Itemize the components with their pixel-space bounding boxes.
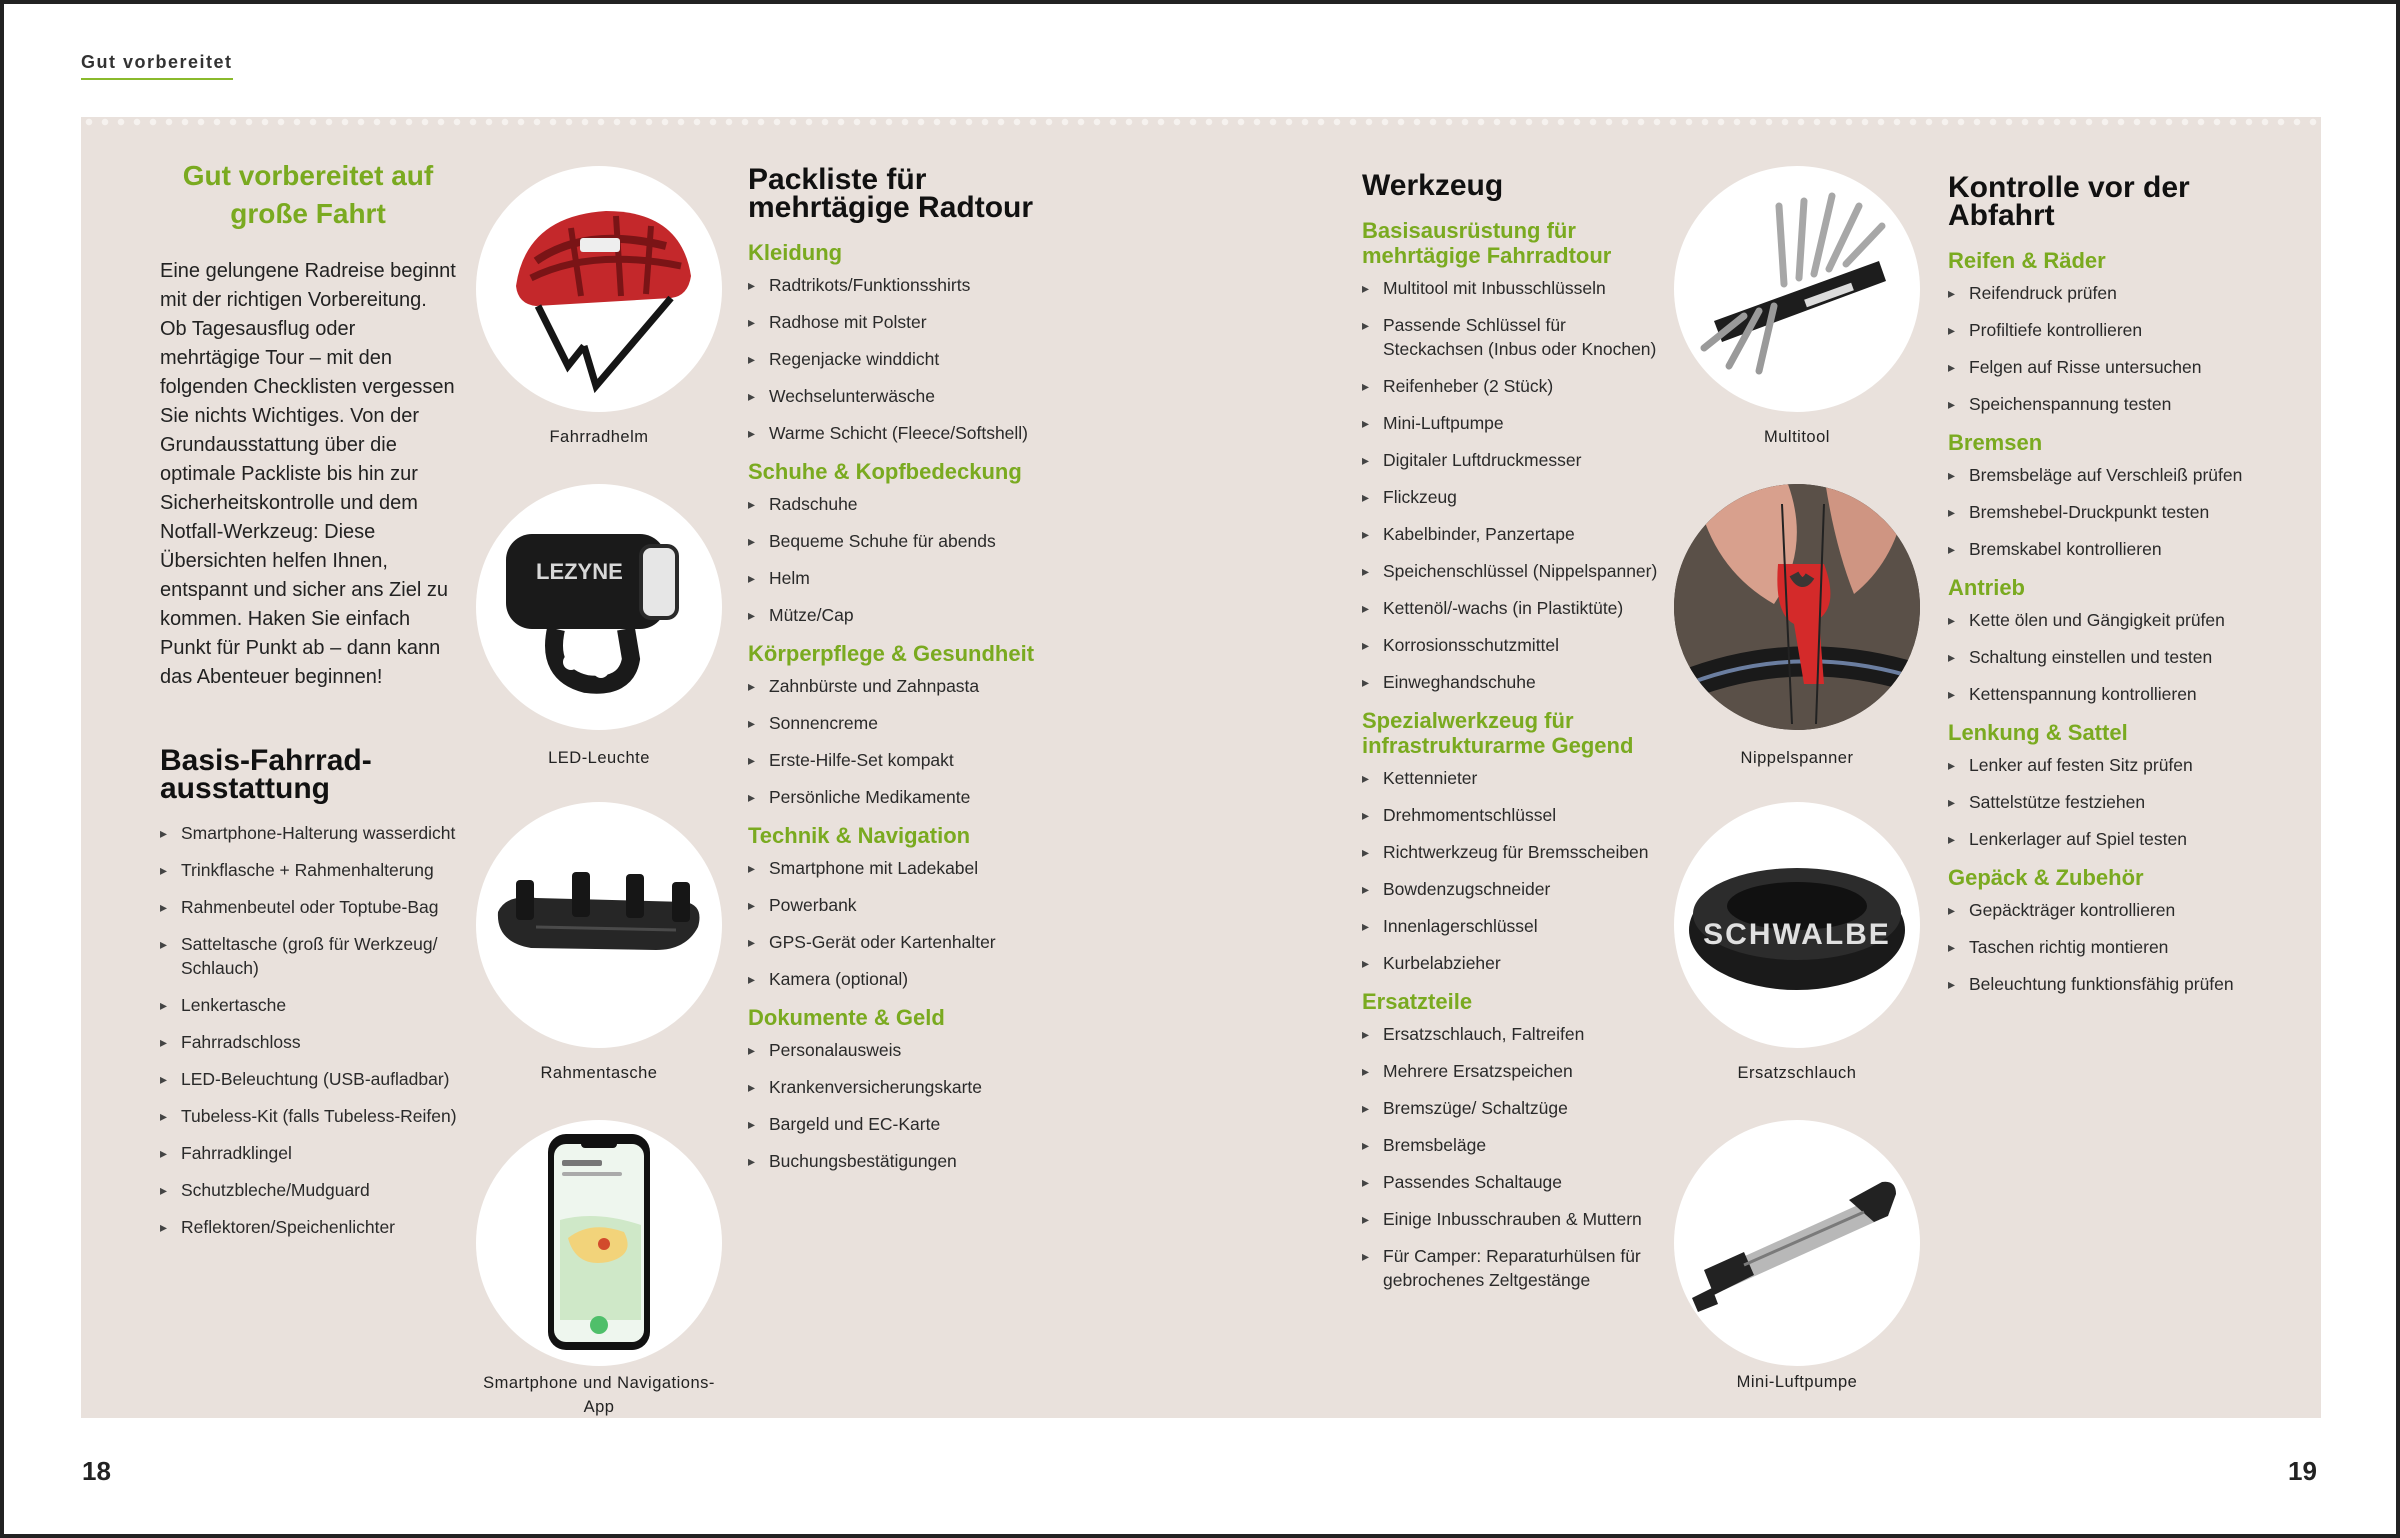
list-item: ▸ Regenjacke winddicht	[748, 347, 1048, 371]
list-item: ▸ Taschen richtig montieren	[1948, 935, 2248, 959]
page-number-right: 19	[2288, 1456, 2317, 1486]
list-item: ▸ Profiltiefe kontrollieren	[1948, 318, 2248, 342]
spoke-wrench-image	[1674, 484, 1920, 730]
mini-pump-caption: Mini-Luftpumpe	[1736, 1373, 1858, 1391]
list-item: ▸ Lenker auf festen Sitz prüfen	[1948, 753, 2248, 777]
section-heading: Schuhe & Kopfbedeckung	[748, 459, 1022, 484]
werkzeug-column	[1362, 169, 1662, 1305]
packliste-title: Packliste für mehrtägige Radtour	[748, 163, 1034, 224]
inner-tube-caption: Ersatzschlauch	[1737, 1064, 1857, 1082]
list-item: ▸ Einige Inbusschrauben & Muttern	[1362, 1207, 1662, 1231]
list-item: ▸ Richtwerkzeug für Bremsscheiben	[1362, 840, 1662, 864]
intro-title: Gut vorbereitet auf große Fahrt	[182, 160, 434, 229]
section-heading: Antrieb	[1948, 575, 2025, 600]
list-item: ▸ Reifendruck prüfen	[1948, 281, 2248, 305]
list-item: ▸ Bremshebel-Druckpunkt testen	[1948, 500, 2248, 524]
section-heading: Lenkung & Sattel	[1948, 720, 2128, 745]
list-item: ▸ Zahnbürste und Zahnpasta	[748, 674, 1048, 698]
list-item: ▸ Bremskabel kontrollieren	[1948, 537, 2248, 561]
section-heading: Spezialwerkzeug für infrastrukturarme Gegend	[1362, 708, 1634, 758]
section-heading: Reifen & Räder	[1948, 248, 2106, 273]
werkzeug-sections	[1362, 218, 1662, 1292]
list-item: ▸ Für Camper: Reparaturhülsen für gebrochenes Zeltgestänge	[1362, 1244, 1662, 1292]
list-item: ▸ Sattelstütze festziehen	[1948, 790, 2248, 814]
led-light-caption: LED-Leuchte	[548, 749, 650, 767]
list-item: ▸ Buchungsbestätigungen	[748, 1149, 1048, 1173]
list-item: ▸ Kamera (optional)	[748, 967, 1048, 991]
intro-text: Eine gelungene Radreise beginnt mit der richtigen Vorbereitung. Ob Tagesausflug oder mehrtägige Tour – mit den folgenden Checklisten vergessen Sie nichts Wichtiges. Von der Grundausstattung über die optimale Packliste bis hin zur Sicherheitskontrolle und dem Notfall-Werkzeug: Diese Übersichten helfen Ihnen, entspannt und sicher ans Ziel zu kommen. Haken Sie einfach Punkt für Punkt ab – dann kann das Abenteuer beginnen!	[160, 260, 456, 688]
kontrolle-sections	[1948, 248, 2248, 996]
helmet-caption: Fahrradhelm	[549, 428, 649, 446]
kontrolle-column	[1948, 171, 2248, 1009]
section-list	[1362, 276, 1662, 694]
list-item: ▸ Kettenspannung kontrollieren	[1948, 682, 2248, 706]
list-item: ▸ Warme Schicht (Fleece/Softshell)	[748, 421, 1048, 445]
list-item: ▸ Radhose mit Polster	[748, 310, 1048, 334]
list-item: ▸ Mehrere Ersatzspeichen	[1362, 1059, 1662, 1083]
section-list	[1362, 1022, 1662, 1292]
list-item: ▸ Bremsbeläge	[1362, 1133, 1662, 1157]
section-heading: Basisausrüstung für mehrtägige Fahrradtour	[1362, 218, 1612, 268]
list-item: ▸ Fahrradschloss	[160, 1030, 470, 1054]
list-item: ▸ Reifenheber (2 Stück)	[1362, 374, 1662, 398]
list-item: ▸ Lenkertasche	[160, 993, 470, 1017]
list-item: ▸ LED-Beleuchtung (USB-aufladbar)	[160, 1067, 470, 1091]
led-logo-text: LEZYNE	[536, 559, 623, 584]
helmet-image	[476, 166, 722, 412]
tube-logo-text: SCHWALBE	[1703, 918, 1891, 951]
list-item: ▸ Kabelbinder, Panzertape	[1362, 522, 1662, 546]
list-item: ▸ Kettennieter	[1362, 766, 1662, 790]
section-heading: Ersatzteile	[1362, 989, 1473, 1014]
list-item: ▸ Felgen auf Risse untersuchen	[1948, 355, 2248, 379]
list-item: ▸ Drehmomentschlüssel	[1362, 803, 1662, 827]
section-list	[748, 856, 1048, 991]
list-item: ▸ Ersatzschlauch, Faltreifen	[1362, 1022, 1662, 1046]
list-item: ▸ Mini-Luftpumpe	[1362, 411, 1662, 435]
section-heading: Kleidung	[748, 240, 843, 265]
packliste-column	[748, 163, 1048, 1186]
list-item: ▸ Trinkflasche + Rahmenhalterung	[160, 858, 470, 882]
list-item: ▸ Multitool mit Inbusschlüsseln	[1362, 276, 1662, 300]
section-list	[748, 492, 1048, 627]
list-item: ▸ Smartphone-Halterung wasserdicht	[160, 821, 470, 845]
list-item: ▸ Korrosionsschutzmittel	[1362, 633, 1662, 657]
list-item: ▸ Wechselunterwäsche	[748, 384, 1048, 408]
list-item: ▸ Smartphone mit Ladekabel	[748, 856, 1048, 880]
list-item: ▸ Bremsbeläge auf Verschleiß prüfen	[1948, 463, 2248, 487]
mini-pump-image	[1674, 1120, 1920, 1366]
list-item: ▸ Radschuhe	[748, 492, 1048, 516]
section-list	[1948, 608, 2248, 706]
list-item: ▸ Lenkerlager auf Spiel testen	[1948, 827, 2248, 851]
list-item: ▸ Kurbelabzieher	[1362, 951, 1662, 975]
list-item: ▸ Tubeless-Kit (falls Tubeless-Reifen)	[160, 1104, 470, 1128]
list-item: ▸ Rahmenbeutel oder Toptube-Bag	[160, 895, 470, 919]
list-item: ▸ Schaltung einstellen und testen	[1948, 645, 2248, 669]
list-item: ▸ Persönliche Medikamente	[748, 785, 1048, 809]
section-list	[1362, 766, 1662, 975]
spoke-wrench-caption: Nippelspanner	[1740, 749, 1854, 767]
list-item: ▸ Kettenöl/-wachs (in Plastiktüte)	[1362, 596, 1662, 620]
section-list	[1948, 281, 2248, 416]
multitool-image	[1674, 166, 1920, 412]
list-item: ▸ Einweghandschuhe	[1362, 670, 1662, 694]
list-item: ▸ Bremszüge/ Schaltzüge	[1362, 1096, 1662, 1120]
list-item: ▸ Flickzeug	[1362, 485, 1662, 509]
basis-list	[160, 821, 470, 1239]
page-number-left: 18	[82, 1456, 111, 1486]
frame-bag-image	[476, 802, 722, 1048]
list-item: ▸ Satteltasche (groß für Werkzeug/ Schlauch)	[160, 932, 470, 980]
section-list	[1948, 463, 2248, 561]
basis-column	[160, 744, 470, 1252]
list-item: ▸ Speichenschlüssel (Nippelspanner)	[1362, 559, 1662, 583]
list-item: ▸ Beleuchtung funktionsfähig prüfen	[1948, 972, 2248, 996]
list-item: ▸ Schutzbleche/Mudguard	[160, 1178, 470, 1202]
list-item: ▸ Bequeme Schuhe für abends	[748, 529, 1048, 553]
list-item: ▸ GPS-Gerät oder Kartenhalter	[748, 930, 1048, 954]
section-list	[1948, 898, 2248, 996]
list-item: ▸ Krankenversicherungskarte	[748, 1075, 1048, 1099]
list-item: ▸ Speichenspannung testen	[1948, 392, 2248, 416]
list-item: ▸ Reflektoren/Speichenlichter	[160, 1215, 470, 1239]
list-item: ▸ Personalausweis	[748, 1038, 1048, 1062]
list-item: ▸ Digitaler Luftdruckmesser	[1362, 448, 1662, 472]
list-item: ▸ Gepäckträger kontrollieren	[1948, 898, 2248, 922]
list-item: ▸ Kette ölen und Gängigkeit prüfen	[1948, 608, 2248, 632]
led-light-image	[476, 484, 722, 730]
running-header: Gut vorbereitet	[81, 52, 233, 80]
multitool-caption: Multitool	[1764, 428, 1830, 446]
section-heading: Bremsen	[1948, 430, 2043, 455]
section-heading: Gepäck & Zubehör	[1948, 865, 2144, 890]
list-item: ▸ Radtrikots/Funktionsshirts	[748, 273, 1048, 297]
list-item: ▸ Helm	[748, 566, 1048, 590]
basis-title: Basis-Fahrrad-ausstattung	[160, 744, 372, 805]
list-item: ▸ Erste-Hilfe-Set kompakt	[748, 748, 1048, 772]
list-item: ▸ Bargeld und EC-Karte	[748, 1112, 1048, 1136]
section-heading: Dokumente & Geld	[748, 1005, 945, 1030]
list-item: ▸ Passendes Schaltauge	[1362, 1170, 1662, 1194]
kontrolle-title: Kontrolle vor der Abfahrt	[1948, 171, 2190, 232]
section-heading: Körperpflege & Gesundheit	[748, 641, 1035, 666]
section-list	[748, 273, 1048, 445]
dotted-border	[81, 117, 2321, 127]
smartphone-image	[476, 1120, 722, 1366]
list-item: ▸ Innenlagerschlüssel	[1362, 914, 1662, 938]
list-item: ▸ Passende Schlüssel für Steckachsen (Inbus oder Knochen)	[1362, 313, 1662, 361]
werkzeug-title: Werkzeug	[1362, 169, 1504, 202]
intro-column	[160, 157, 456, 692]
inner-tube-image	[1674, 802, 1920, 1048]
list-item: ▸ Sonnencreme	[748, 711, 1048, 735]
smartphone-caption: Smartphone und Navigations-App	[483, 1374, 715, 1416]
frame-bag-caption: Rahmentasche	[540, 1064, 658, 1082]
list-item: ▸ Powerbank	[748, 893, 1048, 917]
list-item: ▸ Fahrradklingel	[160, 1141, 470, 1165]
list-item: ▸ Bowdenzugschneider	[1362, 877, 1662, 901]
section-list	[748, 674, 1048, 809]
section-list	[748, 1038, 1048, 1173]
section-list	[1948, 753, 2248, 851]
section-heading: Technik & Navigation	[748, 823, 971, 848]
list-item: ▸ Mütze/Cap	[748, 603, 1048, 627]
packliste-sections	[748, 240, 1048, 1173]
